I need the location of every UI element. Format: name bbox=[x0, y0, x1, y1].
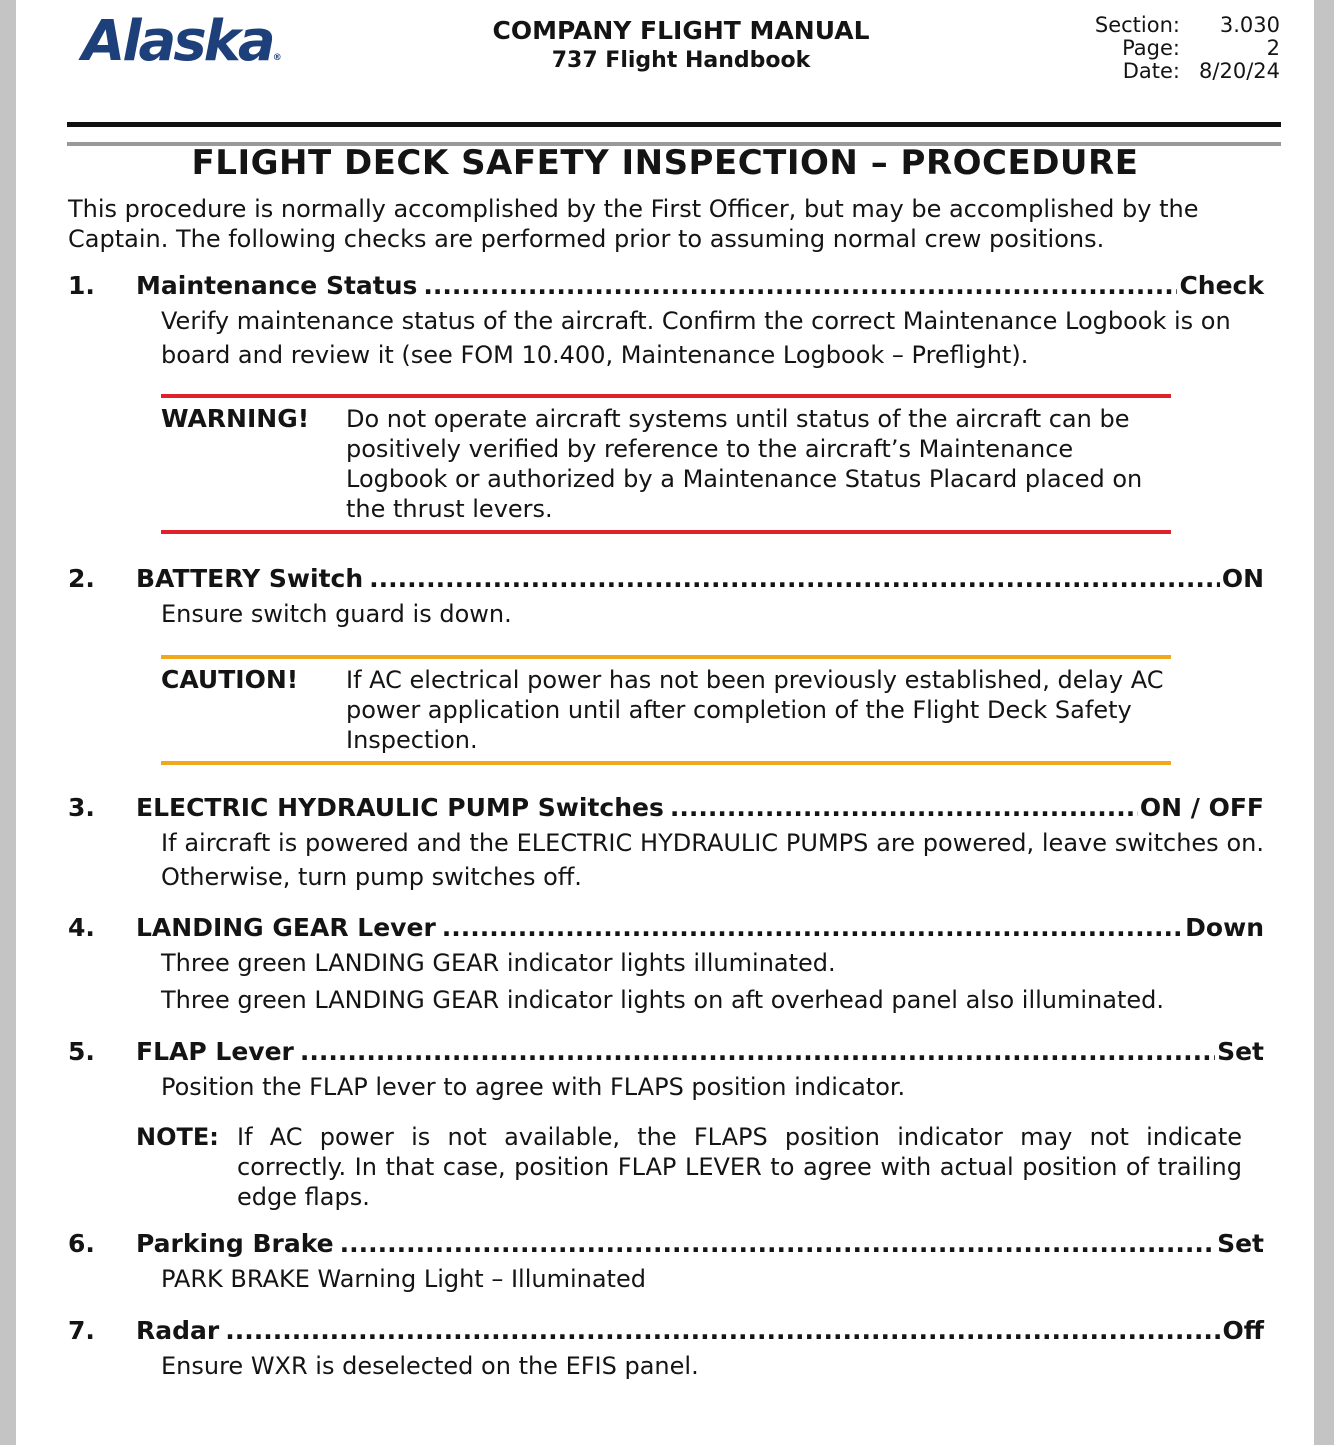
leader-dots bbox=[369, 564, 1220, 594]
header-divider-thick bbox=[67, 122, 1281, 127]
handbook-title: 737 Flight Handbook bbox=[551, 48, 811, 73]
item-number: 4. bbox=[68, 913, 95, 942]
intro-paragraph: This procedure is normally accomplished by the First Officer, but may be accomplished by the Captain. The following checks are performed prior to assuming normal crew positions. bbox=[68, 195, 1199, 253]
header-center bbox=[416, 16, 946, 76]
warning-box bbox=[161, 394, 1171, 534]
caution-text: If AC electrical power has not been previously established, delay AC power application until after completion of the Flight Deck Safety Inspection. bbox=[346, 666, 1164, 754]
item-label: Parking Brake bbox=[136, 1229, 334, 1258]
manual-title: COMPANY FLIGHT MANUAL bbox=[492, 16, 870, 45]
item-number: 1. bbox=[68, 271, 95, 300]
item-label: BATTERY Switch bbox=[136, 564, 364, 593]
section-value: 3.030 bbox=[1219, 13, 1280, 37]
checklist-item bbox=[68, 913, 1264, 1017]
page-value: 2 bbox=[1266, 36, 1280, 60]
checklist-item bbox=[68, 564, 1264, 631]
item-action: Down bbox=[1185, 913, 1264, 942]
note-block bbox=[136, 1122, 1242, 1212]
page-label: Page: bbox=[1122, 36, 1180, 60]
checklist-item bbox=[68, 271, 1264, 372]
item-description: Ensure WXR is deselected on the EFIS panel. bbox=[161, 1352, 699, 1380]
document-meta bbox=[1070, 14, 1280, 83]
item-number: 7. bbox=[68, 1316, 95, 1345]
item-action: ON bbox=[1221, 564, 1264, 593]
item-description: Ensure switch guard is down. bbox=[161, 600, 512, 628]
item-action: ON / OFF bbox=[1139, 793, 1264, 822]
item-label: Maintenance Status bbox=[136, 271, 418, 300]
note-label: NOTE: bbox=[136, 1123, 219, 1151]
item-number: 5. bbox=[68, 1037, 95, 1066]
warning-label: WARNING! bbox=[161, 404, 310, 433]
manual-page bbox=[16, 0, 1314, 1445]
leader-dots bbox=[225, 1316, 1220, 1346]
item-description: If aircraft is powered and the ELECTRIC HYDRAULIC PUMPS are powered, leave switches on. Otherwise, turn pump switches off. bbox=[161, 829, 1264, 891]
item-description: Three green LANDING GEAR indicator lights illuminated. bbox=[161, 949, 836, 977]
alaska-logo: Alaska® bbox=[82, 9, 282, 74]
leader-dots bbox=[670, 793, 1138, 823]
item-number: 6. bbox=[68, 1229, 95, 1258]
item-label: Radar bbox=[136, 1316, 220, 1345]
leader-dots bbox=[340, 1229, 1215, 1259]
caution-label: CAUTION! bbox=[161, 665, 299, 694]
item-label: LANDING GEAR Lever bbox=[136, 913, 436, 942]
item-action: Set bbox=[1217, 1037, 1264, 1066]
caution-box bbox=[161, 655, 1171, 765]
item-label: ELECTRIC HYDRAULIC PUMP Switches bbox=[136, 793, 664, 822]
item-label: FLAP Lever bbox=[136, 1037, 294, 1066]
item-description: Verify maintenance status of the aircraft. Confirm the correct Maintenance Logbook is on board and review it (see FOM 10.400, Maintenance Logbook – Preflight). bbox=[161, 307, 1231, 369]
leader-dots bbox=[442, 913, 1183, 943]
page-title: FLIGHT DECK SAFETY INSPECTION – PROCEDURE bbox=[191, 143, 1139, 183]
item-description: Position the FLAP lever to agree with FLAPS position indicator. bbox=[161, 1073, 906, 1101]
note-text: If AC power is not available, the FLAPS position indicator may not indicate correctly. In that case, position FLAP LEVER to agree with actual position of trailing edge flaps. bbox=[237, 1123, 1242, 1211]
checklist-item bbox=[68, 1316, 1264, 1383]
item-action: Off bbox=[1222, 1316, 1264, 1345]
leader-dots bbox=[423, 271, 1177, 301]
item-action: Set bbox=[1217, 1229, 1264, 1258]
item-description: PARK BRAKE Warning Light – Illuminated bbox=[161, 1265, 646, 1293]
date-label: Date: bbox=[1122, 59, 1180, 83]
warning-text: Do not operate aircraft systems until status of the aircraft can be positively verified by reference to the aircraft’s Maintenance Logbook or authorized by a Maintenance Status Placard placed on the thrust levers. bbox=[346, 405, 1143, 523]
checklist-item bbox=[68, 1229, 1264, 1296]
date-value: 8/20/24 bbox=[1199, 59, 1280, 83]
section-label: Section: bbox=[1094, 13, 1180, 37]
checklist-item bbox=[68, 793, 1264, 894]
item-number: 3. bbox=[68, 793, 95, 822]
checklist-item bbox=[68, 1037, 1264, 1104]
item-description-secondary: Three green LANDING GEAR indicator lights on aft overhead panel also illuminated. bbox=[161, 986, 1164, 1014]
item-number: 2. bbox=[68, 564, 95, 593]
item-action: Check bbox=[1179, 271, 1264, 300]
leader-dots bbox=[300, 1037, 1215, 1067]
